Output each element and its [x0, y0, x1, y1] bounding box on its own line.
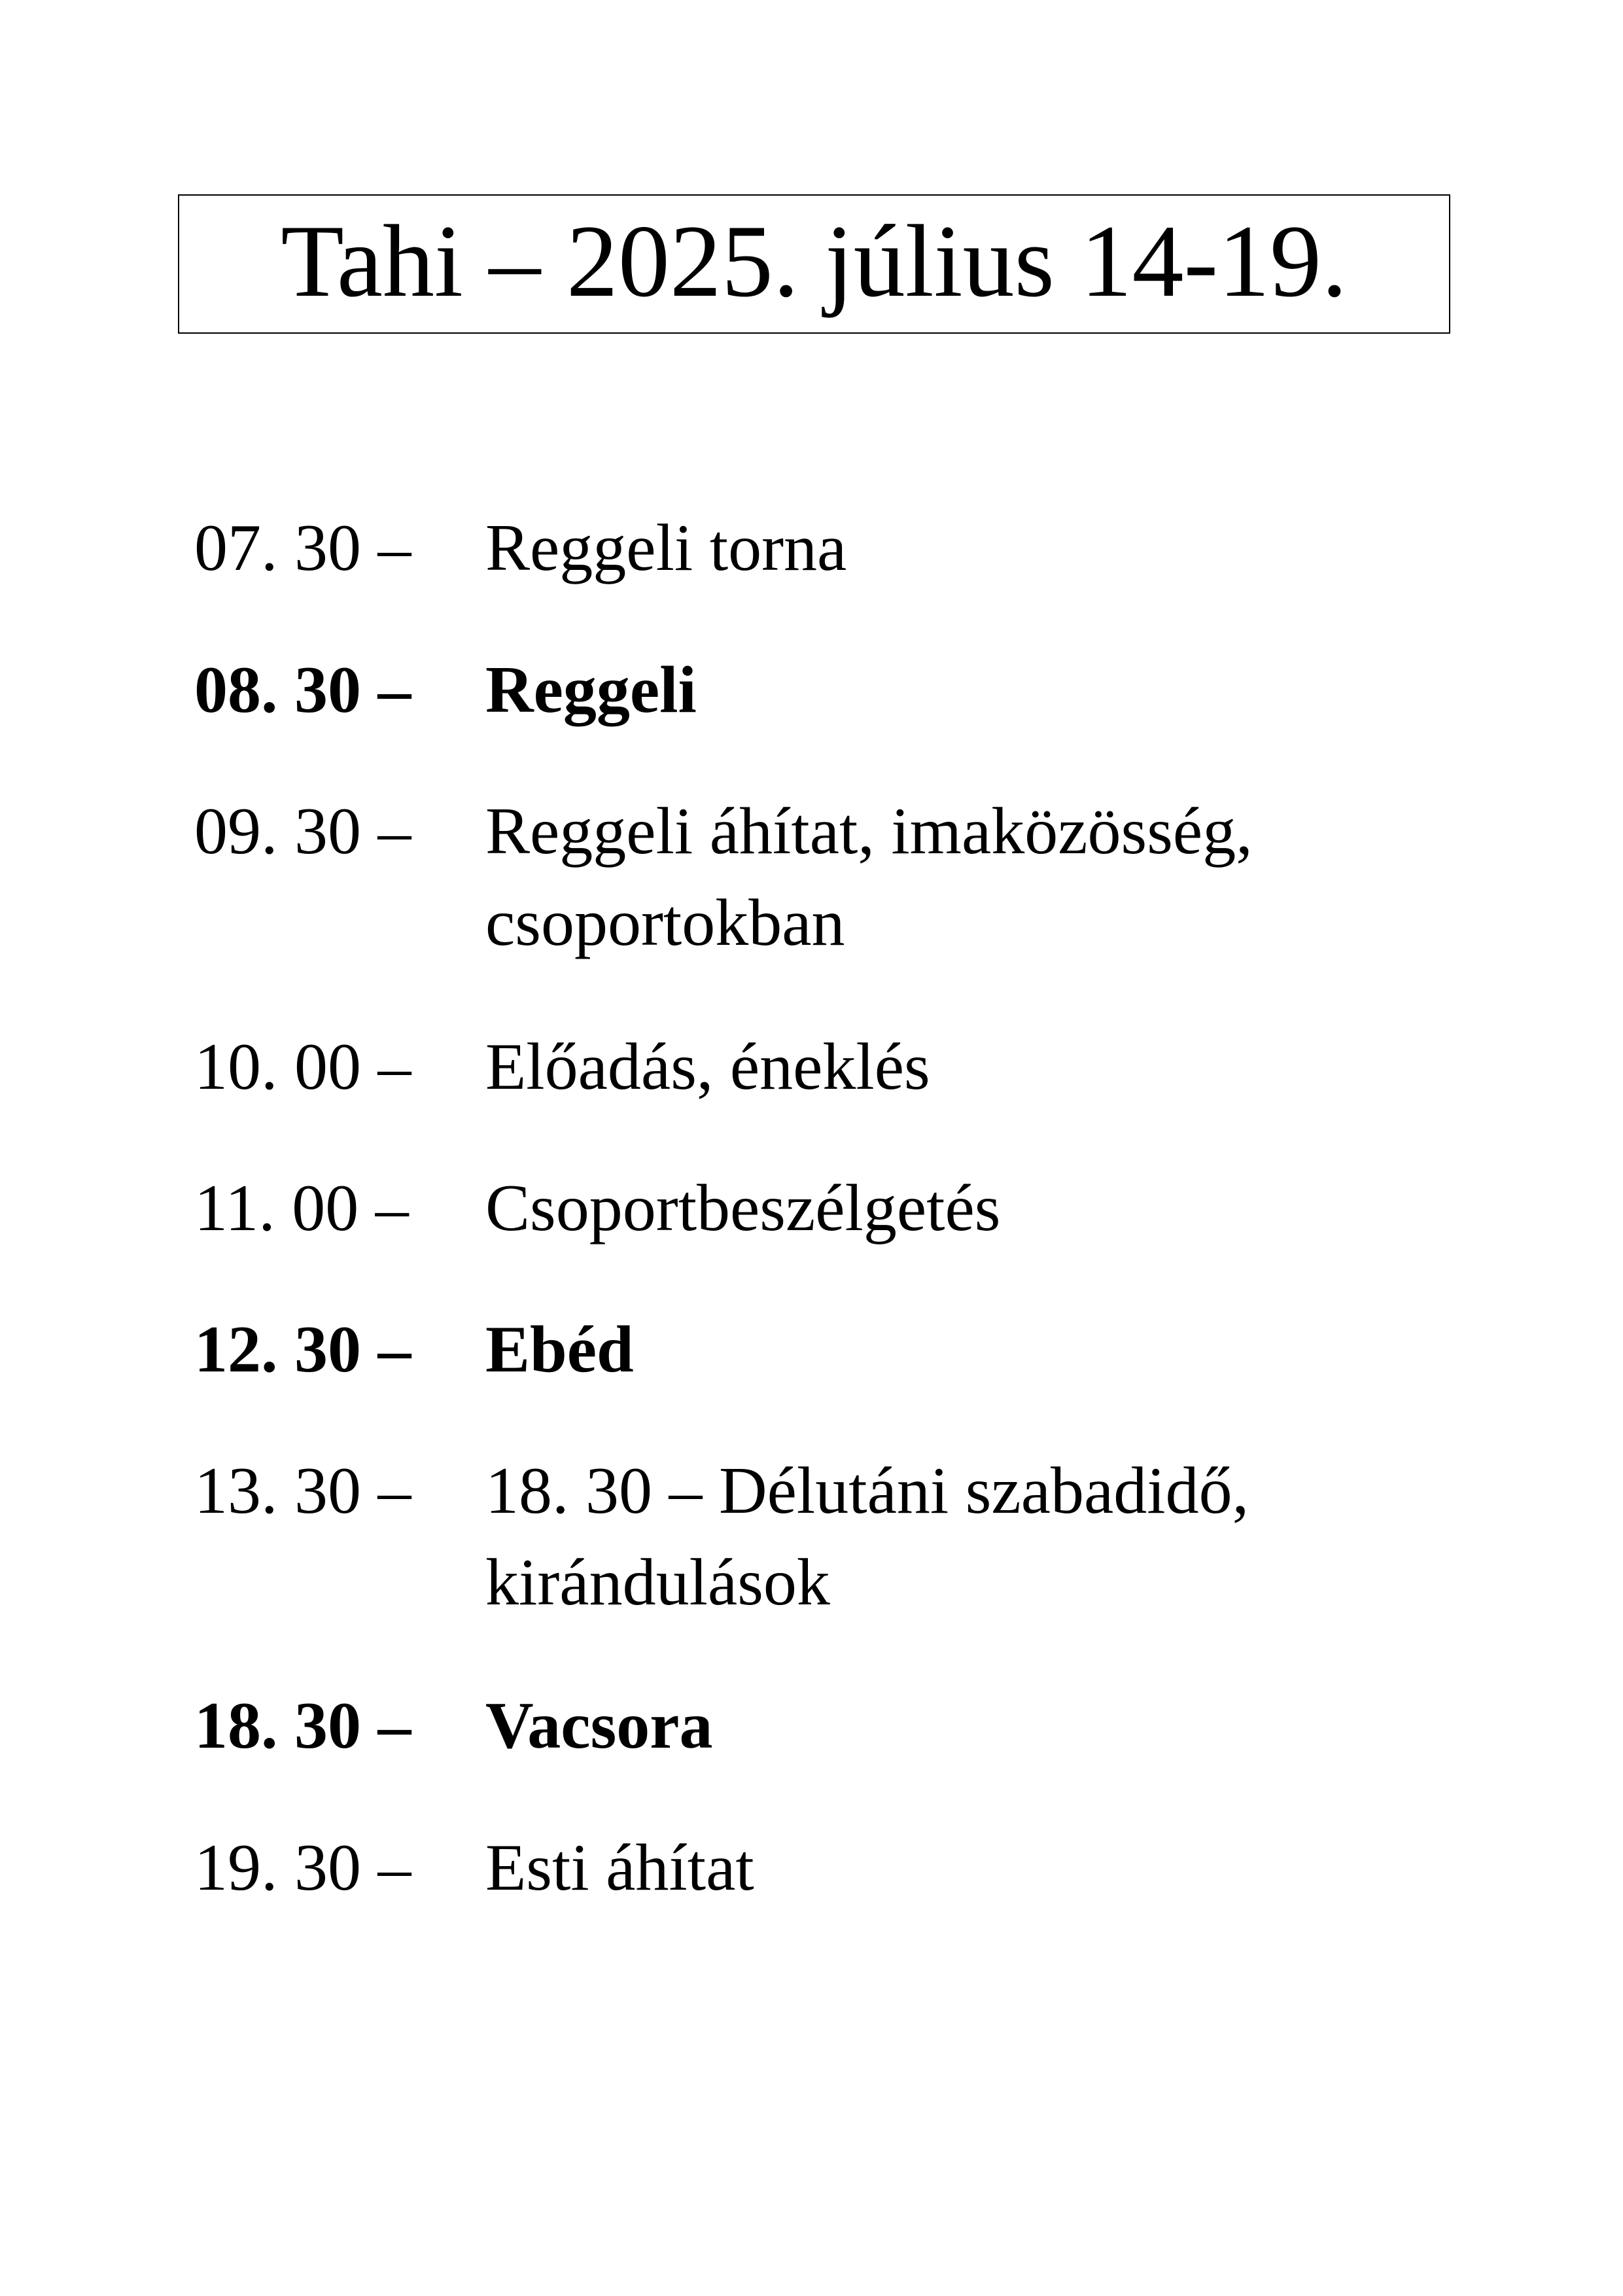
page-title: Tahi – 2025. július 14-19.: [281, 203, 1348, 319]
schedule-activity-continuation: kirándulások: [485, 1545, 830, 1619]
schedule-time: 12. 30 –: [194, 1313, 411, 1386]
title-box: [178, 194, 1450, 334]
schedule-time: 18. 30 –: [194, 1689, 411, 1763]
schedule-activity: Ebéd: [485, 1313, 634, 1386]
schedule-activity: Reggeli: [485, 653, 697, 727]
schedule-time: 08. 30 –: [194, 653, 411, 727]
schedule-activity-continuation: csoportokban: [485, 886, 845, 960]
schedule-time: 11. 00 –: [194, 1171, 409, 1245]
schedule-activity: Vacsora: [485, 1689, 713, 1763]
schedule-activity: Előadás, éneklés: [485, 1030, 930, 1104]
schedule-activity: 18. 30 – Délutáni szabadidő,: [485, 1454, 1249, 1528]
schedule-time: 19. 30 –: [194, 1831, 411, 1905]
schedule-time: 07. 30 –: [194, 511, 411, 585]
schedule-activity: Reggeli torna: [485, 511, 847, 585]
schedule-time: 09. 30 –: [194, 794, 411, 868]
schedule-time: 10. 00 –: [194, 1030, 411, 1104]
schedule-activity: Esti áhítat: [485, 1831, 754, 1905]
schedule-time: 13. 30 –: [194, 1454, 411, 1528]
schedule-activity: Reggeli áhítat, imaközösség,: [485, 794, 1253, 868]
schedule-activity: Csoportbeszélgetés: [485, 1171, 1001, 1245]
